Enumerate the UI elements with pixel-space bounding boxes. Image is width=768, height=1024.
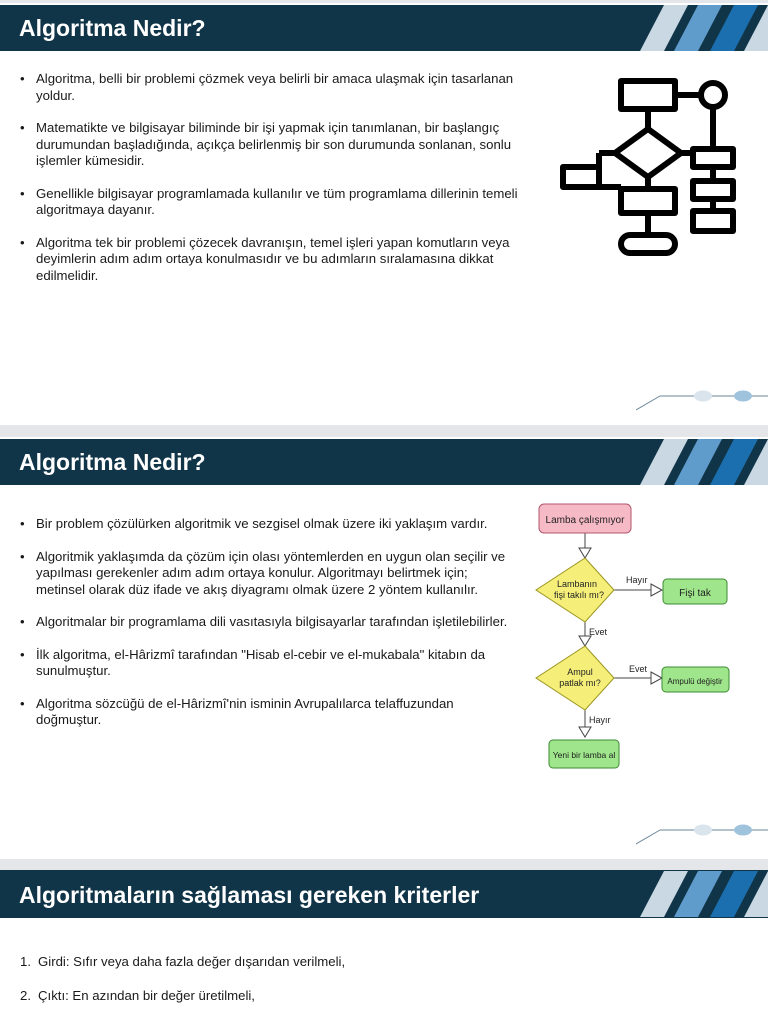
list-item — [20, 988, 345, 1004]
list-item: • Algoritma sözcüğü de el-Hârizmî'nin isminin Avrupalılarca telaffuzundan doğmuştur. — [20, 695, 454, 727]
lamp-flowchart-diagram — [530, 499, 735, 777]
list-item: • Algoritmalar bir programlama dili vasıtasıyla bilgisayarlar tarafından işletilebilirler. — [20, 614, 508, 629]
flow-action-2-label: Ampulü değiştir — [667, 677, 723, 686]
title-bar — [0, 870, 768, 918]
list-item: • Algoritma tek bir problemi çözecek davranışın, temel işleri yapan komutların veya deyimlerin adım adım ortaya konulmasıdır ve bu adımların sıralamasına dikkat edilmelidir. — [20, 234, 510, 283]
footer-decoration — [636, 379, 768, 411]
bullet-text: Genellikle bilgisayar programlamada kullanılır ve tüm programlama dillerinin temeli algoritmaya dayanır. — [36, 185, 518, 217]
list-item: • Algoritma, belli bir problemi çözmek veya belirli bir amaca ulaşmak için tasarlanan yoldur. — [20, 71, 514, 103]
bullet-text: Bir problem çözülürken algoritmik ve sezgisel olmak üzere iki yaklaşım vardır. — [36, 516, 488, 531]
item-text: Girdi: Sıfır veya daha fazla değer dışarıdan verilmeli, — [38, 954, 346, 969]
list-item: • Genellikle bilgisayar programlamada kullanılır ve tüm programlama dillerinin temeli algoritmaya dayanır. — [20, 185, 518, 217]
bullet-text: Algoritma tek bir problemi çözecek davranışın, temel işleri yapan komutların veya deyimlerin adım adım ortaya konulmasıdır ve bu adımların sıralamasına dikkat edilmelidir. — [36, 234, 510, 283]
slide-2 — [0, 437, 768, 859]
bullet-text: Algoritmalar bir programlama dili vasıtasıyla bilgisayarlar tarafından işletilebilirler. — [36, 614, 508, 629]
flow-label-yes-2: Evet — [629, 664, 648, 674]
slide-title: Algoritma Nedir? — [19, 449, 206, 475]
list-item: • Matematikte ve bilgisayar biliminde bir işi yapmak için tanımlanan, bir başlangıç durumundan başladığında, açıkça belirlenmiş bir son durumunda sonlanan, sonlu işlemler kümesidir. — [20, 120, 512, 168]
bullet-text: İlk algoritma, el-Hârizmî tarafından "Hisab el-cebir ve el-mukabala" kitabın da sunulmuştur. — [36, 646, 486, 678]
title-bar — [0, 5, 768, 51]
flow-decision-2-line1: Ampul — [567, 667, 593, 677]
bullet-text: Matematikte ve bilgisayar biliminde bir işi yapmak için tanımlanan, bir başlangıç durumundan başladığında, açıkça belirlenmiş bir son durumunda sonlanan, sonlu işlemler kümesidir. — [36, 120, 512, 168]
item-text: Çıktı: En azından bir değer üretilmeli, — [38, 988, 255, 1003]
title-stripes-decoration — [618, 5, 768, 51]
flow-decision-1-line1: Lambanın — [556, 579, 598, 589]
slide-title: Algoritma Nedir? — [19, 15, 206, 41]
bullet-text: Algoritma, belli bir problemi çözmek veya belirli bir amaca ulaşmak için tasarlanan yoldur. — [36, 71, 514, 103]
criteria-list — [20, 954, 345, 1022]
flow-label-yes-1: Evet — [589, 627, 608, 637]
bullet-list — [20, 71, 530, 300]
bullet-text: Algoritmik yaklaşımda da çözüm için olası yöntemlerden en uygun olan seçilir ve yapılması gerekenler adım adım ortaya konulur. Algoritmayı belirtmek için; metinsel olarak düz ifade ve akış diyagramı olmak üzere 2 yöntem kullanılır. — [36, 548, 506, 597]
bullet-list — [20, 516, 510, 745]
list-item: • Algoritmik yaklaşımda da çözüm için olası yöntemlerden en uygun olan seçilir ve yapılması gerekenler adım adım ortaya konulur. Algoritmayı belirtmek için; metinsel olarak düz ifade ve akış diyagramı olmak üzere 2 yöntem kullanılır. — [20, 548, 506, 597]
flow-label-no-1: Hayır — [626, 575, 648, 585]
slide-3 — [0, 870, 768, 1024]
flow-decision-2-line2: patlak mı? — [559, 678, 601, 688]
title-stripes-decoration — [618, 439, 768, 485]
item-number: 2. — [20, 988, 31, 1003]
item-number: 1. — [20, 954, 31, 969]
title-bar — [0, 439, 768, 485]
list-item: • İlk algoritma, el-Hârizmî tarafından "Hisab el-cebir ve el-mukabala" kitabın da sunulmuştur. — [20, 646, 486, 678]
list-item: • Bir problem çözülürken algoritmik ve sezgisel olmak üzere iki yaklaşım vardır. — [20, 516, 488, 531]
flow-label-no-2: Hayır — [589, 715, 611, 725]
footer-decoration — [636, 813, 768, 845]
slide-1 — [0, 3, 768, 425]
flow-action-1-label: Fişi tak — [679, 588, 711, 599]
bullet-text: Algoritma sözcüğü de el-Hârizmî'nin isminin Avrupalılarca telaffuzundan doğmuştur. — [36, 695, 454, 727]
slide-title: Algoritmaların sağlaması gereken kriterler — [19, 882, 480, 908]
title-stripes-decoration — [618, 870, 768, 918]
flow-decision-1-line2: fişi takılı mı? — [553, 590, 605, 600]
flow-start-label: Lamba çalışmıyor — [545, 515, 625, 526]
flowchart-icon — [555, 75, 745, 265]
list-item — [20, 954, 345, 970]
flow-action-3-label: Yeni bir lamba al — [552, 750, 616, 760]
